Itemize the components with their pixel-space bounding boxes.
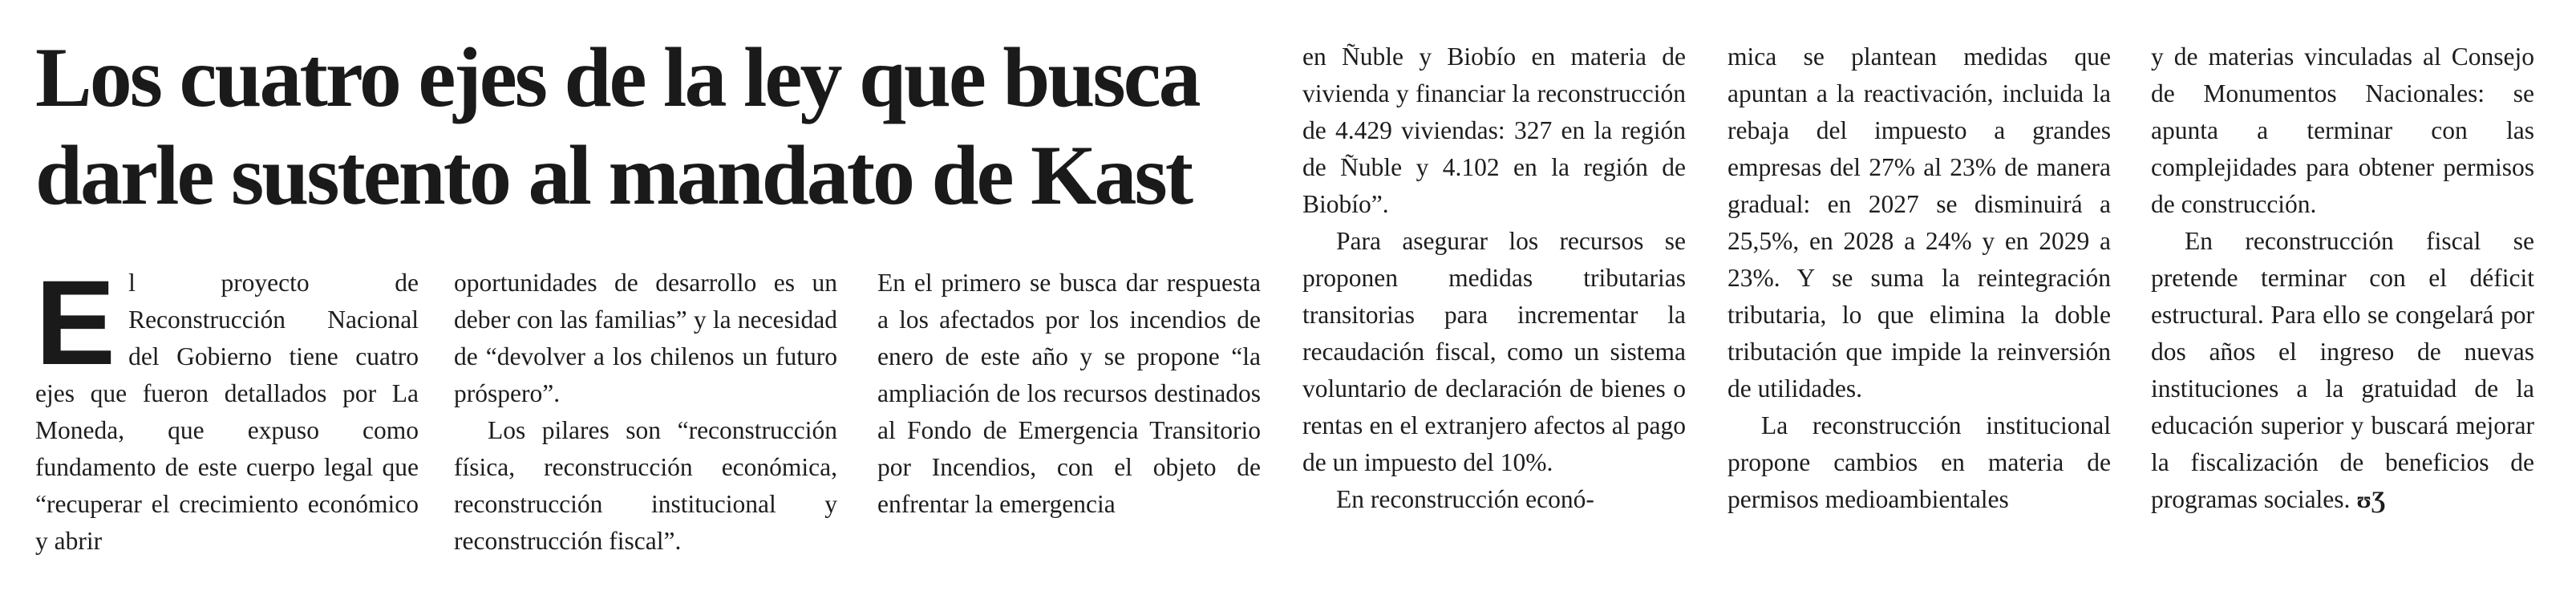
article-column-6 [2151, 38, 2534, 519]
paragraph: Los pilares son “reconstrucción física, reconstrucción económica, reconstrucción institucional y reconstrucción fiscal”. [454, 416, 837, 555]
paragraph: Para asegurar los recursos se proponen medidas tributarias transitorias para incrementar la recaudación fiscal, como un sistema voluntario de declaración de bienes o rentas en el extranjero afectos al pago de un impuesto del 10%. [1302, 227, 1686, 476]
paragraph-text: En reconstrucción fiscal se pretende terminar con el déficit estructural. Para ello se congelará por dos años el ingreso de nuevas instituciones a la gratuidad de la educación superior y buscará mejorar la fiscalización de beneficios de programas sociales. [2151, 227, 2534, 513]
article-column-2 [454, 265, 837, 560]
headline-line-1: Los cuatro ejes de la ley que busca [35, 30, 1199, 124]
paragraph: La reconstrucción institucional propone cambios en materia de permisos medioambientales [1727, 411, 2111, 513]
paragraph-text: l proyecto de Reconstrucción Nacional del Gobierno tiene cuatro ejes que fueron detallados por La Moneda, que expuso como fundamento de este cuerpo legal que “recuperar el crecimiento económico y abrir [35, 269, 419, 555]
paragraph [2151, 223, 2534, 519]
paragraph: en Ñuble y Biobío en materia de vivienda y financiar la reconstrucción de 4.429 viviendas: 327 en la región de Ñuble y 4.102 en la región de Biobío”. [1302, 42, 1686, 218]
paragraph: y de materias vinculadas al Consejo de Monumentos Nacionales: se apunta a terminar con las complejidades para obtener permisos de construcción. [2151, 42, 2534, 218]
article-column-4 [1302, 38, 1686, 518]
article-column-3 [877, 265, 1261, 523]
drop-cap: E [35, 255, 116, 390]
paragraph: oportunidades de desarrollo es un deber con las familias” y la necesidad de “devolver a los chilenos un futuro próspero”. [454, 269, 837, 407]
headline-line-2: darle sustento al mandato de Kast [35, 128, 1192, 222]
headline [35, 29, 1286, 225]
article-column-5 [1727, 38, 2111, 518]
paragraph: mica se plantean medidas que apuntan a la reactivación, incluida la rebaja del impuesto a grandes empresas del 27% al 23% de manera gradual: en 2027 se disminuirá a 25,5%, en 2028 a 24% y en 2029 a 23%. Y se suma la reintegración tributaria, lo que elimina la doble tributación que impide la reinversión de utilidades. [1727, 42, 2111, 403]
paragraph [35, 255, 419, 560]
article-column-1 [35, 255, 419, 560]
paragraph: En reconstrucción econó- [1336, 485, 1594, 513]
end-of-article-mark: ʊƷ [2356, 487, 2386, 513]
paragraph: En el primero se busca dar respuesta a los afectados por los incendios de enero de este año y se propone “la ampliación de los recursos destinados al Fondo de Emergencia Transitorio por Incendios, con el objeto de enfrentar la emergencia [877, 269, 1261, 518]
